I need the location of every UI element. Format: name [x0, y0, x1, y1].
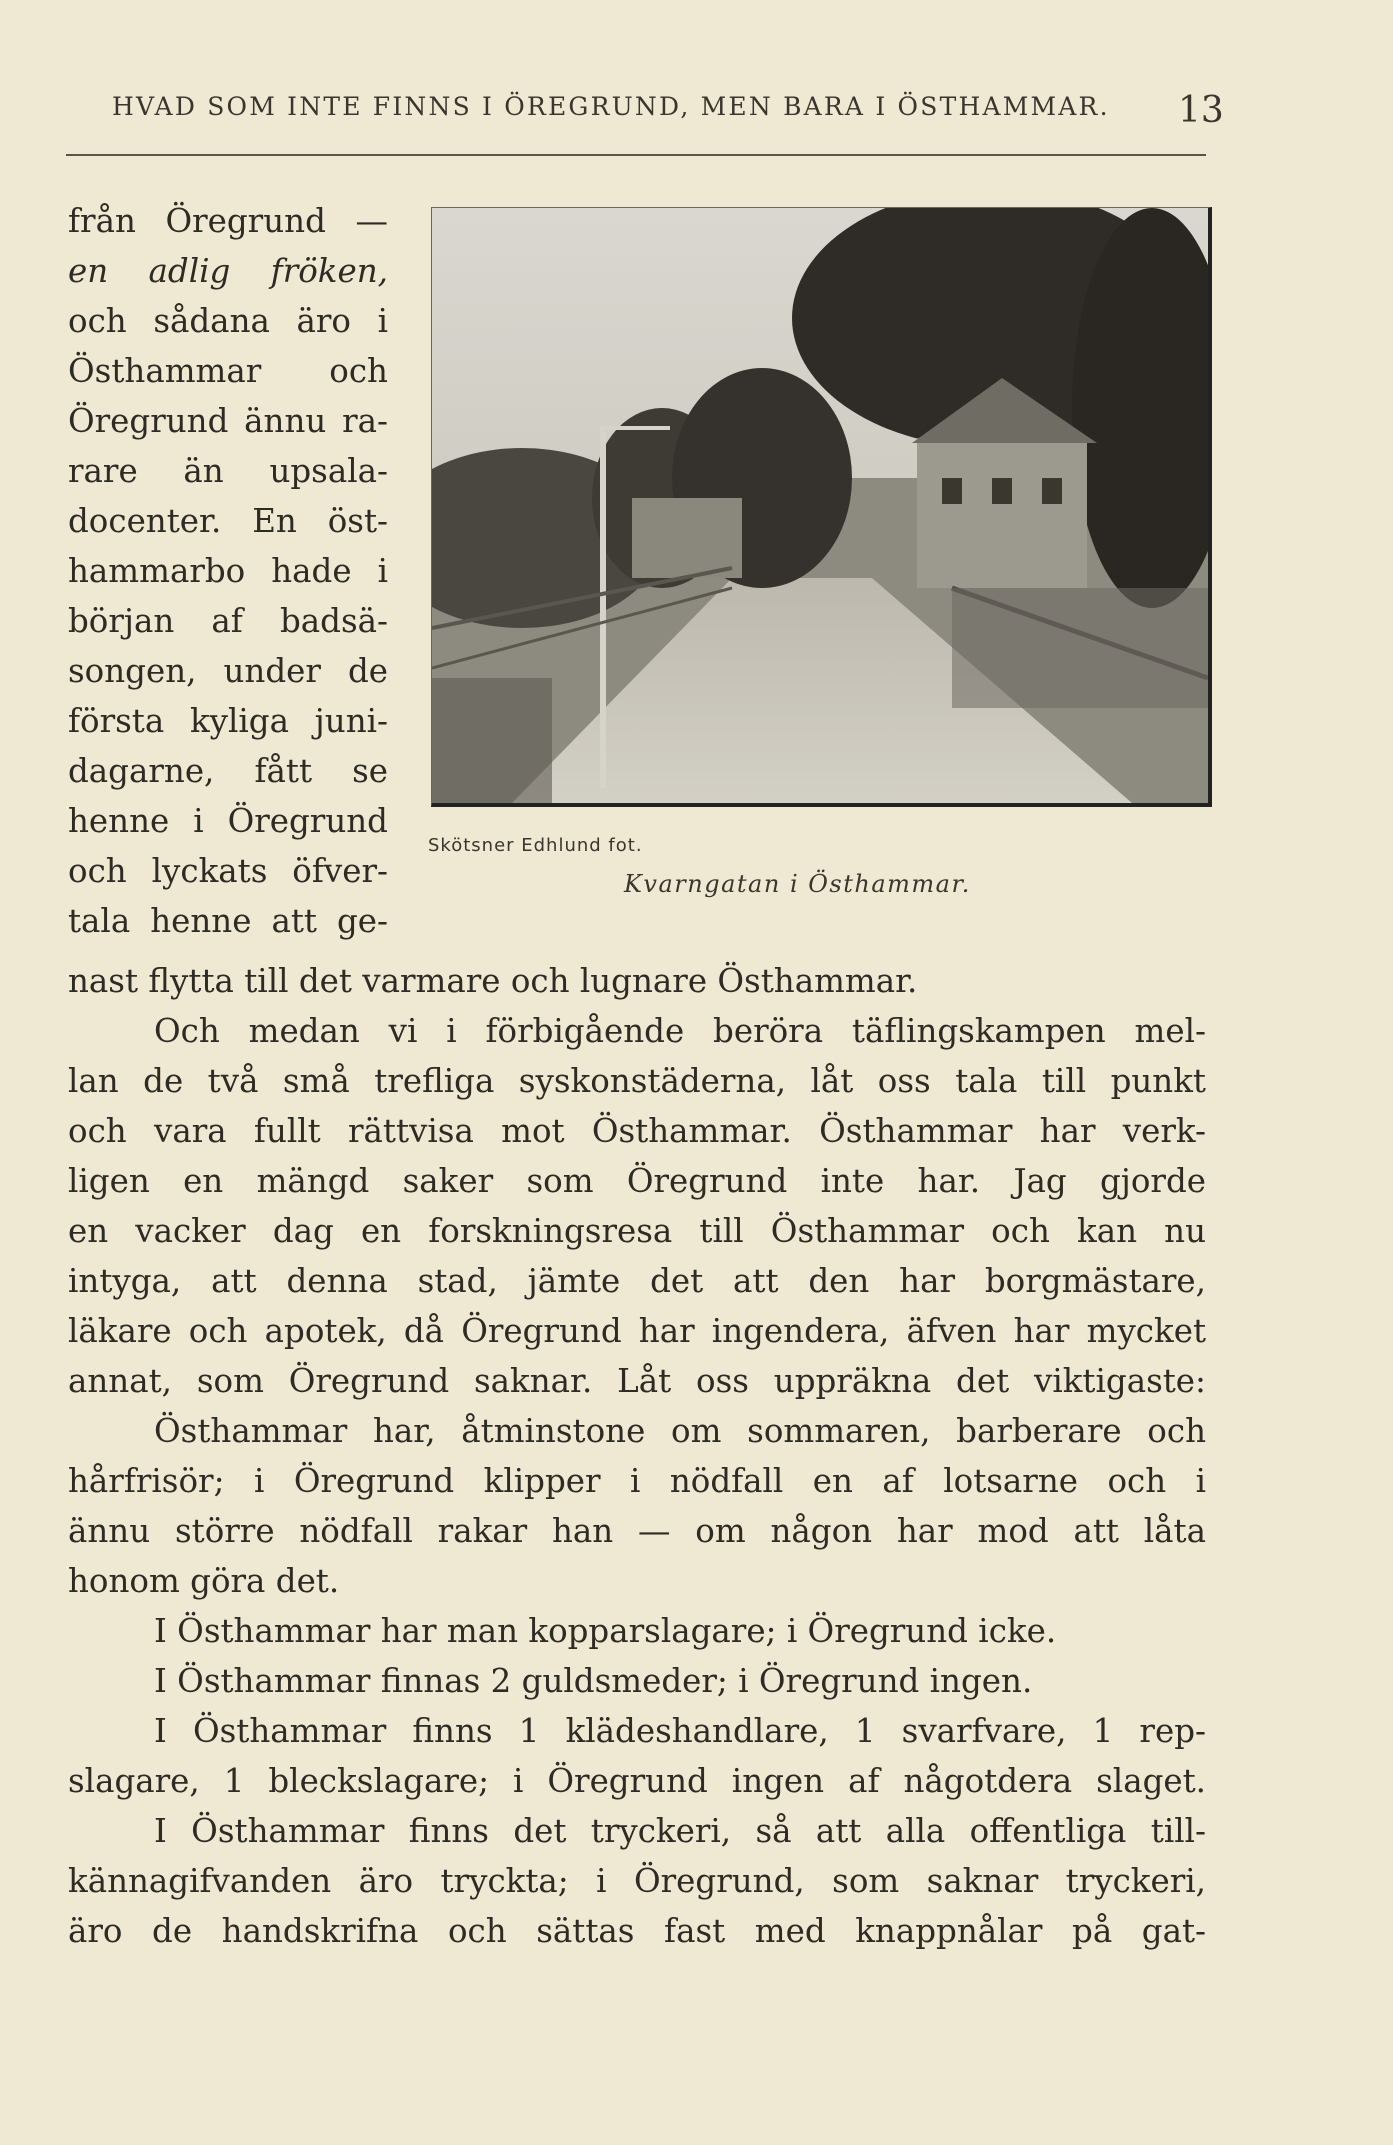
running-header: HVAD SOM INTE FINNS I ÖREGRUND, MEN BARA I ÖSTHAMMAR. [112, 92, 1110, 121]
text-line: rare än upsala- [68, 452, 388, 490]
text-line: I Östhammar finnas 2 guldsmeder; i Öregrund ingen. [154, 1662, 1033, 1700]
text-line: Öregrund ännu ra- [68, 402, 388, 440]
text-line: dagarne, fått se [68, 752, 388, 790]
text-line: hammarbo hade i [68, 552, 388, 590]
text-line: I Östhammar finns det tryckeri, så att alla offentliga till- [154, 1812, 1206, 1850]
text-line: annat, som Öregrund saknar. Låt oss uppräkna det viktigaste: [68, 1362, 1206, 1400]
text-line: ännu större nödfall rakar han — om någon har mod att låta [68, 1512, 1206, 1550]
text-line: Och medan vi i förbigående beröra täflingskampen mel- [154, 1012, 1206, 1050]
text-line: docenter. En öst- [68, 502, 388, 540]
text-line: hårfrisör; i Öregrund klipper i nödfall en af lotsarne och i [68, 1462, 1206, 1500]
text-line: och sådana äro i [68, 302, 388, 340]
figure-caption: Kvarngatan i Östhammar. [624, 870, 971, 898]
page-number: 13 [1178, 90, 1224, 131]
text-line: första kyliga juni- [68, 702, 388, 740]
text-line: nast flytta till det varmare och lugnare Östhammar. [68, 962, 918, 1000]
photo-credit: Skötsner Edhlund fot. [428, 835, 643, 856]
header-rule [66, 154, 1206, 156]
text-line: intyga, att denna stad, jämte det att den har borgmästare, [68, 1262, 1206, 1300]
text-line: kännagifvanden äro tryckta; i Öregrund, som saknar tryckeri, [68, 1862, 1206, 1900]
text-line: från Öregrund — [68, 202, 388, 240]
text-line: och vara fullt rättvisa mot Östhammar. Östhammar har verk- [68, 1112, 1206, 1150]
text-line: äro de handskrifna och sättas fast med knappnålar på gat- [68, 1912, 1206, 1950]
text-line: honom göra det. [68, 1562, 340, 1600]
text-line: henne i Öregrund [68, 802, 388, 840]
text-line: tala henne att ge- [68, 902, 388, 940]
text-line: Östhammar och [68, 352, 388, 390]
side-column [68, 196, 388, 946]
text-line: en vacker dag en forskningsresa till Östhammar och kan nu [68, 1212, 1206, 1250]
text-line: ligen en mängd saker som Öregrund inte har. Jag gjorde [68, 1162, 1206, 1200]
text-line: en adlig fröken, [68, 252, 388, 290]
text-line: lan de två små trefliga syskonstäderna, låt oss tala till punkt [68, 1062, 1206, 1100]
text-line: slagare, 1 bleckslagare; i Öregrund ingen af någotdera slaget. [68, 1762, 1206, 1800]
text-line: och lyckats öfver- [68, 852, 388, 890]
text-line: I Östhammar finns 1 klädeshandlare, 1 svarfvare, 1 rep- [154, 1712, 1206, 1750]
text-line: songen, under de [68, 652, 388, 690]
text-line: början af badsä- [68, 602, 388, 640]
text-line: Östhammar har, åtminstone om sommaren, barberare och [154, 1412, 1206, 1450]
street-photograph [431, 207, 1212, 807]
text-line: läkare och apotek, då Öregrund har ingendera, äfven har mycket [68, 1312, 1206, 1350]
text-line: I Östhammar har man kopparslagare; i Öregrund icke. [154, 1612, 1057, 1650]
body-text [68, 956, 1206, 1956]
